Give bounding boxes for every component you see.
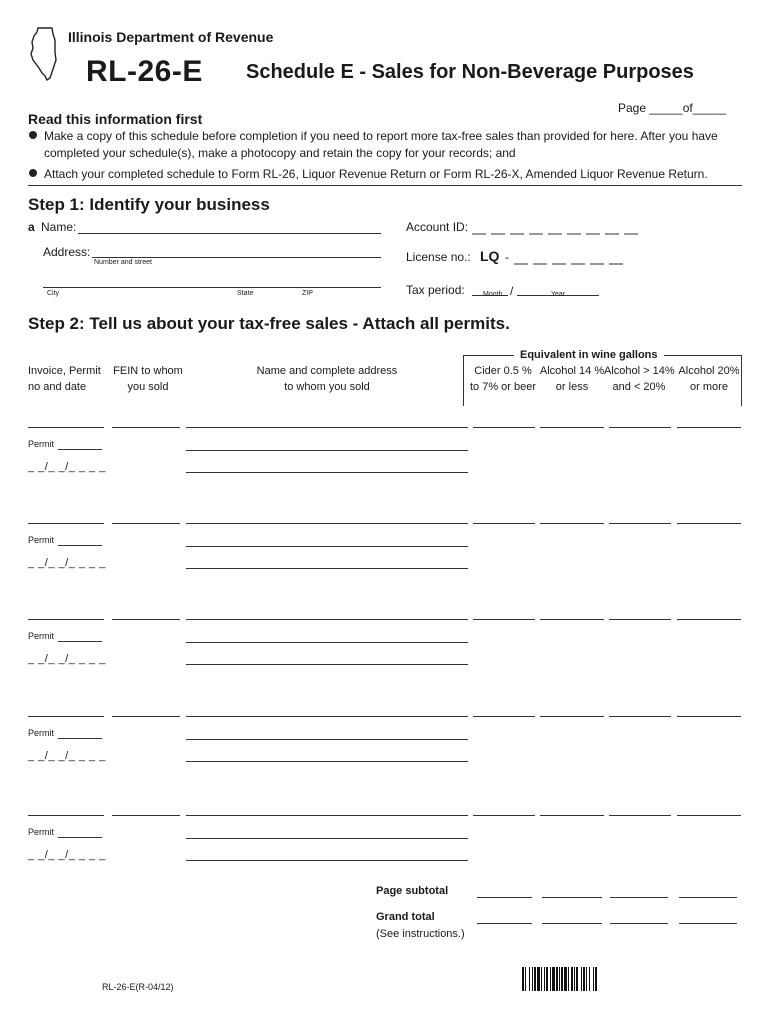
barcode-bar (576, 967, 578, 991)
permit-date-field[interactable]: _ _/_ _/_ _ _ _ (28, 557, 106, 569)
bullet-text: Make a copy of this schedule before completion if you need to report more tax-free sales than provided for here. After you have (44, 129, 718, 143)
address-line-3-field[interactable] (186, 664, 468, 665)
col-header-invoice (20, 365, 118, 393)
alcohol-20-field[interactable] (677, 427, 741, 428)
alcohol-20-field[interactable] (677, 815, 741, 816)
number-street-caption: Number and street (94, 259, 152, 266)
name-address-field[interactable] (186, 716, 468, 717)
address-line-3-field[interactable] (186, 568, 468, 569)
info-heading: Read this information first (28, 111, 203, 127)
alcohol-20-field[interactable] (677, 716, 741, 717)
barcode-bar (546, 967, 548, 991)
state-caption: State (237, 290, 254, 297)
barcode-bar (586, 967, 587, 991)
barcode-bar (583, 967, 585, 991)
alcohol-14-field[interactable] (540, 619, 604, 620)
fein-field[interactable] (112, 619, 180, 620)
barcode-bar (581, 967, 582, 991)
invoice-field[interactable] (28, 427, 104, 428)
col-header-line: Alcohol > 14% (604, 365, 675, 377)
barcode-bar (534, 967, 536, 991)
barcode-bar (574, 967, 575, 991)
cider-field[interactable] (473, 815, 535, 816)
name-address-field[interactable] (186, 619, 468, 620)
alcohol-14-20-field[interactable] (609, 716, 671, 717)
license-blanks (512, 253, 634, 265)
subtotal-cider-field[interactable] (477, 897, 532, 898)
month-caption: Month (483, 291, 503, 298)
address-line-2-field[interactable] (186, 739, 468, 740)
permit-date-field[interactable]: _ _/_ _/_ _ _ _ (28, 750, 106, 762)
zip-caption: ZIP (302, 290, 313, 297)
permit-label: Permit (28, 728, 55, 738)
fein-field[interactable] (112, 716, 180, 717)
invoice-field[interactable] (28, 815, 104, 816)
name-address-field[interactable] (186, 523, 468, 524)
col-header-alcohol-14-20 (604, 365, 674, 393)
alcohol-20-field[interactable] (677, 523, 741, 524)
barcode-bar (568, 967, 569, 991)
grand-alcohol-20-field[interactable] (679, 923, 737, 924)
col-header-line: to whom you sold (284, 381, 370, 393)
col-header-line: Alcohol 20% (678, 365, 740, 377)
barcode-bar (559, 967, 560, 991)
permit-label: Permit (28, 631, 55, 641)
divider (28, 185, 742, 186)
alcohol-14-20-field[interactable] (609, 619, 671, 620)
page-subtotal-label: Page subtotal (376, 885, 449, 897)
account-id-blanks (470, 223, 642, 235)
alcohol-14-field[interactable] (540, 523, 604, 524)
col-header-line: FEIN to whom (113, 365, 183, 377)
bullet-dot (29, 169, 37, 177)
city-state-zip-field[interactable] (43, 287, 381, 288)
barcode-bar (589, 967, 590, 991)
cider-field[interactable] (473, 716, 535, 717)
col-header-line: or less (555, 381, 589, 393)
license-label: License no.: (406, 250, 471, 264)
col-header-alcohol-14 (537, 365, 607, 393)
illinois-logo (28, 26, 60, 82)
fein-field[interactable] (112, 523, 180, 524)
grand-alcohol-14-20-field[interactable] (610, 923, 668, 924)
permit-field[interactable] (58, 837, 102, 838)
permit-date-field[interactable]: _ _/_ _/_ _ _ _ (28, 849, 106, 861)
fein-field[interactable] (112, 427, 180, 428)
address-line-2-field[interactable] (186, 546, 468, 547)
barcode-bar (552, 967, 555, 991)
col-header-line: Invoice, Permit (28, 365, 101, 377)
name-address-field[interactable] (186, 815, 468, 816)
name-address-field[interactable] (186, 427, 468, 428)
col-header-line: or more (690, 381, 728, 393)
invoice-field[interactable] (28, 619, 104, 620)
address-label: Address: (43, 245, 91, 259)
license-field[interactable] (512, 252, 634, 264)
permit-label: Permit (28, 439, 55, 449)
col-header-line: you sold (127, 381, 169, 393)
step1-title: Step 1: Identify your business (28, 195, 270, 214)
invoice-field[interactable] (28, 523, 104, 524)
permit-field[interactable] (58, 449, 102, 450)
grand-alcohol-14-field[interactable] (542, 923, 602, 924)
barcode-bar (544, 967, 545, 991)
alcohol-14-field[interactable] (540, 815, 604, 816)
form-revision: RL-26-E(R-04/12) (102, 982, 174, 992)
bullet-dot (29, 131, 37, 139)
subtotal-alcohol-14-20-field[interactable] (610, 897, 668, 898)
col-header-line: to 7% or beer (469, 381, 537, 393)
equiv-heading: Equivalent in wine gallons (514, 349, 664, 361)
line-marker: a (28, 220, 35, 234)
barcode-bar (550, 967, 551, 991)
address-line-3-field[interactable] (186, 472, 468, 473)
col-header-line: no and date (28, 381, 87, 393)
alcohol-14-20-field[interactable] (609, 523, 671, 524)
address-line-2-field[interactable] (186, 838, 468, 839)
year-caption: Year (551, 291, 566, 298)
barcode (521, 967, 649, 991)
cider-field[interactable] (473, 523, 535, 524)
permit-field[interactable] (58, 641, 102, 642)
col-header-cider (468, 365, 538, 393)
permit-label: Permit (28, 535, 55, 545)
account-id-label: Account ID: (406, 220, 469, 234)
license-dash: - (505, 250, 509, 264)
alcohol-14-20-field[interactable] (609, 427, 671, 428)
address-line-3-field[interactable] (186, 860, 468, 861)
barcode-bar (541, 967, 542, 991)
address-line-2-field[interactable] (186, 450, 468, 451)
license-prefix: LQ (480, 248, 500, 264)
subtotal-alcohol-20-field[interactable] (679, 897, 737, 898)
tax-period-label: Tax period: (406, 283, 465, 297)
name-field[interactable] (78, 233, 381, 234)
bullet-text: completed your schedule(s), make a photocopy and retain the copy for your records; and (44, 146, 516, 160)
address-line-2-field[interactable] (186, 642, 468, 643)
name-label: Name: (41, 220, 77, 234)
barcode-bar (593, 967, 594, 991)
alcohol-14-20-field[interactable] (609, 815, 671, 816)
col-header-name-address (227, 365, 427, 393)
col-header-line: Name and complete address (256, 365, 398, 377)
step2-title: Step 2: Tell us about your tax-free sales - Attach all permits. (28, 314, 510, 333)
barcode-bar (537, 967, 540, 991)
city-caption: City (47, 290, 60, 297)
barcode-bar (532, 967, 533, 991)
permit-label: Permit (28, 827, 55, 837)
barcode-bar (564, 967, 567, 991)
barcode-bar (595, 967, 597, 991)
col-header-fein (108, 365, 188, 393)
barcode-bar (561, 967, 563, 991)
barcode-bar (556, 967, 558, 991)
subtotal-alcohol-14-field[interactable] (542, 897, 602, 898)
fein-field[interactable] (112, 815, 180, 816)
barcode-bar (529, 967, 530, 991)
col-header-alcohol-20 (674, 365, 744, 393)
cider-field[interactable] (473, 619, 535, 620)
see-instructions: (See instructions.) (376, 928, 465, 940)
barcode-bar (571, 967, 573, 991)
alcohol-14-field[interactable] (540, 427, 604, 428)
alcohol-14-field[interactable] (540, 716, 604, 717)
grand-cider-field[interactable] (477, 923, 532, 924)
account-id-field[interactable] (470, 222, 642, 234)
col-header-line: and < 20% (612, 381, 666, 393)
address-field[interactable] (92, 257, 381, 258)
permit-date-field[interactable]: _ _/_ _/_ _ _ _ (28, 461, 106, 473)
department-name: Illinois Department of Revenue (68, 29, 274, 45)
address-line-3-field[interactable] (186, 761, 468, 762)
form-number: RL-26-E (86, 55, 203, 88)
grand-total-label: Grand total (376, 911, 435, 923)
cider-field[interactable] (473, 427, 535, 428)
period-slash: / (510, 284, 514, 298)
alcohol-20-field[interactable] (677, 619, 741, 620)
invoice-field[interactable] (28, 716, 104, 717)
barcode-bar (525, 967, 526, 991)
col-header-line: Cider 0.5 % (474, 365, 532, 377)
page-number-field[interactable]: Page _____of_____ (618, 101, 727, 115)
bullet-text: Attach your completed schedule to Form RL-26, Liquor Revenue Return or Form RL-26-X, Amended Liquor Revenue Return. (44, 167, 708, 181)
permit-date-field[interactable]: _ _/_ _/_ _ _ _ (28, 653, 106, 665)
form-title: Schedule E - Sales for Non-Beverage Purposes (246, 61, 694, 83)
barcode-bar (522, 967, 524, 991)
permit-field[interactable] (58, 545, 102, 546)
permit-field[interactable] (58, 738, 102, 739)
col-header-line: Alcohol 14 % (539, 365, 605, 377)
